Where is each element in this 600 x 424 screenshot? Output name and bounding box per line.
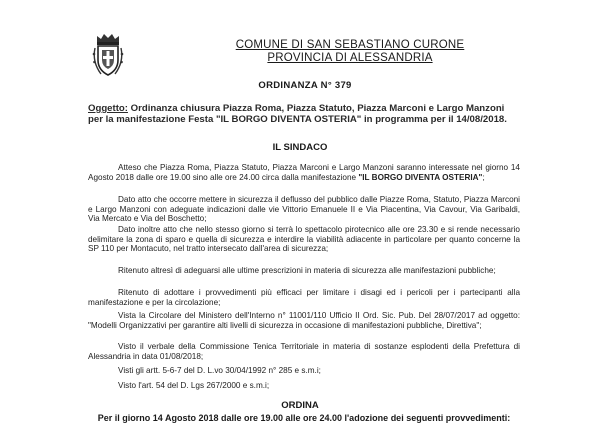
closing-paragraph: Per il giorno 14 Agosto 2018 dalle ore 19.00 alle ore 24.00 l'adozione dei seguenti provvedimenti: xyxy=(97,413,511,423)
event-name: "IL BORGO DIVENTA OSTERIA" xyxy=(358,172,483,182)
subject-text: Ordinanza chiusura Piazza Roma, Piazza Statuto, Piazza Marconi e Largo Manzoni per la manifestazione Festa "IL BORGO DIVENTA OSTERIA" in programma per il 14/08/2018. xyxy=(88,103,507,125)
paragraph-ritenuto-altresi: Ritenuto altresì di adeguarsi alle ultime prescrizioni in materia di sicurezza alle manifestazioni pubbliche; xyxy=(118,266,496,275)
paragraph-dato-inoltre: Dato inoltre atto che nello stesso giorno si terrà lo spettacolo pirotecnico alle ore 23.30 e si rende necessario delimitare la zona di sparo e quella di sicurezza e interdire la viabilità adiacente in particolare per quanto concerne la SP 110 per Montacuto, nel tratto intersecato dall'area di sicurezza; xyxy=(88,225,520,254)
mayor-heading: IL SINDACO xyxy=(272,142,328,153)
paragraph-atteso xyxy=(88,163,520,182)
ordina-heading: ORDINA xyxy=(281,400,319,411)
municipality-name: COMUNE DI SAN SEBASTIANO CURONE xyxy=(235,39,465,51)
ordinance-number: ORDINANZA N° 379 xyxy=(258,80,352,91)
paragraph-visto-art: Visto l'art. 54 del D. Lgs 267/2000 e s.m.i; xyxy=(118,381,270,390)
province-name: PROVINCIA DI ALESSANDRIA xyxy=(267,52,433,64)
paragraph-vista-circolare: Vista la Circolare del Ministero dell'Interno n° 11001/110 Ufficio II Ord. Sic. Pub. Del 28/07/2017 ad oggetto: "Modelli Organizzativi per garantire alti livelli di sicurezza in occasione di manifestazioni pubbliche, Direttiva"; xyxy=(88,311,520,330)
paragraph-visto-verbale: Visto il verbale della Commissione Tenica Territoriale in materia di sostanze esplodenti della Prefettura di Alessandria in data 01/08/2018; xyxy=(88,342,520,361)
paragraph-ritenuto-adottare: Ritenuto di adottare i provvedimenti più efficaci per limitare i disagi ed i pericoli per i partecipanti alla manifestazione e per la circolazione; xyxy=(88,288,520,307)
subject-block xyxy=(88,103,520,125)
paragraph-text: ; xyxy=(482,172,485,182)
paragraph-visti-artt: Visti gli artt. 5-6-7 del D. L.vo 30/04/1992 n° 285 e s.m.i; xyxy=(118,366,321,375)
paragraph-dato-atto: Dato atto che occorre mettere in sicurezza il deflusso del pubblico dalle Piazze Roma, Statuto, Piazza Marconi e Largo Manzoni con adeguate indicazioni dalle vie Vittorio Emanuele II e Via Piacentina, Via Cavour, Via Garibaldi, Via Mercato e Via del Boschetto; xyxy=(88,195,520,224)
subject-label: Oggetto: xyxy=(88,103,128,114)
coat-of-arms-icon xyxy=(91,32,125,78)
paragraph-text: Atteso che Piazza Roma, Piazza Statuto, Piazza Marconi e Largo Manzoni saranno interessate nel giorno 14 Agosto 2018 dalle ore 19.00 sino alle ore 24.00 circa dalla manifestazione xyxy=(88,163,520,182)
